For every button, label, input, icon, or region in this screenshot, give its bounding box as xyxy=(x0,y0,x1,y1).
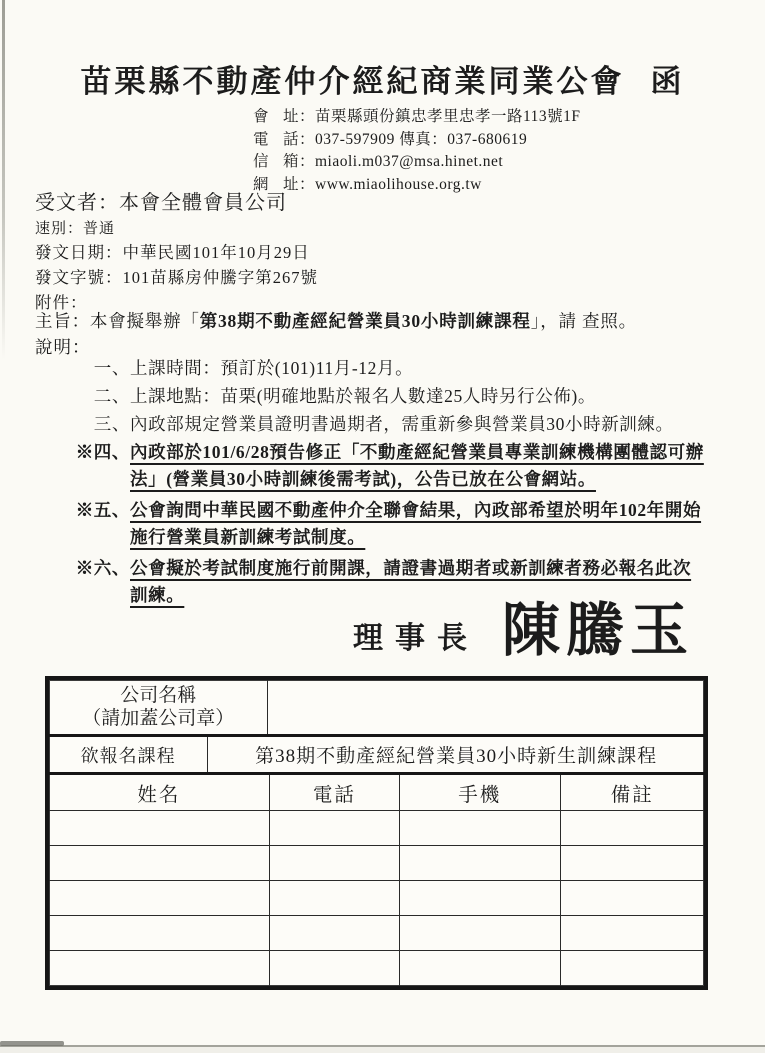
form-cell xyxy=(49,811,270,846)
form-row xyxy=(49,881,704,916)
doc-number-line: 發文字號：101苗縣房仲騰字第267號 xyxy=(35,268,318,287)
issue-date-line: 發文日期：中華民國101年10月29日 xyxy=(35,243,310,262)
form-cell xyxy=(561,881,704,916)
form-cell xyxy=(49,916,270,951)
attachment-line: 附件： xyxy=(35,293,88,312)
company-stamp-note: （請加蓋公司章） xyxy=(82,708,235,729)
scan-smudge xyxy=(0,1041,64,1046)
item-text: 公會詢問中華民國不動產仲介全聯會結果，內政部希望於明年102年開始施行營業員新訓練考試制度。 xyxy=(130,500,702,547)
item-text: 內政部於101/6/28預告修正「不動產經紀營業員專業訓練機構團體認可辦法」(營業員30小時訓練後需考試)，公告已放在公會網站。 xyxy=(130,442,704,489)
company-name-row xyxy=(49,680,704,737)
form-header-row xyxy=(49,775,704,811)
item-marker: ※五、 xyxy=(75,500,130,520)
explanation-item-1 xyxy=(35,355,707,382)
form-cell xyxy=(561,846,704,881)
subject-line xyxy=(35,308,637,333)
form-cell xyxy=(561,951,704,986)
document-title xyxy=(0,56,765,101)
item-marker: 一、 xyxy=(93,358,130,378)
item-marker: ※四、 xyxy=(75,442,130,462)
course-row xyxy=(49,737,704,775)
company-name-label-cell xyxy=(49,680,268,734)
form-cell xyxy=(270,881,400,916)
speed-line: 速別：普通 xyxy=(35,221,116,237)
item-marker: 三、 xyxy=(93,414,130,434)
form-cell xyxy=(561,916,704,951)
item-marker: 二、 xyxy=(93,386,130,406)
contact-address-line xyxy=(253,106,581,129)
item-text: 上課時間：預訂於(101)11月-12月。 xyxy=(130,358,414,378)
item-marker: ※六、 xyxy=(75,558,130,578)
chairman-name: 陳騰玉 xyxy=(502,598,695,663)
item-text: 公會擬於考試制度施行前開課，請證書過期者或新訓練者務必報名此次訓練。 xyxy=(130,558,692,605)
contact-address-value: ：苗栗縣頭份鎮忠孝里忠孝一路113號1F xyxy=(299,108,581,125)
item-text: 內政部規定營業員證明書過期者，需重新參與營業員30小時新訓練。 xyxy=(130,414,674,434)
explanation-item-4 xyxy=(35,439,707,493)
column-header-mobile: 手機 xyxy=(400,775,560,811)
explanation-label: 說明： xyxy=(35,337,91,357)
course-label-cell: 欲報名課程 xyxy=(49,737,208,772)
explanation-item-2 xyxy=(35,383,707,410)
form-cell xyxy=(270,846,400,881)
scan-edge-left xyxy=(2,0,5,360)
explanation-item-3 xyxy=(35,411,707,438)
form-cell xyxy=(400,811,560,846)
contact-phone-value: ：037-597909 傳真：037-680619 xyxy=(299,130,528,148)
form-cell xyxy=(270,916,400,951)
form-cell xyxy=(49,951,270,986)
document-type-label: 函 xyxy=(650,64,685,99)
contact-email-line xyxy=(253,151,581,174)
company-name-input-cell xyxy=(268,680,704,734)
form-cell xyxy=(400,881,560,916)
form-row xyxy=(49,951,704,986)
form-cell xyxy=(49,846,270,881)
contact-website-label: 網 址 xyxy=(253,175,299,193)
course-value-cell: 第38期不動產經紀營業員30小時新生訓練課程 xyxy=(255,746,658,767)
subject-prefix: 主旨：本會擬舉辦「 xyxy=(35,311,200,331)
recipient-line: 受文者：本會全體會員公司 xyxy=(35,192,287,214)
form-cell xyxy=(400,916,560,951)
form-cell xyxy=(49,881,270,916)
contact-email-value: ：miaoli.m037@msa.hinet.net xyxy=(299,153,504,170)
form-row xyxy=(49,916,704,951)
form-cell xyxy=(270,811,400,846)
chairman-title: 理事長 xyxy=(353,622,479,655)
company-name-label: 公司名稱 xyxy=(120,685,197,706)
item-text: 上課地點：苗栗(明確地點於報名人數達25人時另行公佈)。 xyxy=(130,386,596,406)
contact-address-label: 會 址 xyxy=(253,108,299,125)
column-header-note: 備註 xyxy=(561,775,704,811)
organization-name: 苗栗縣不動產仲介經紀商業同業公會 xyxy=(80,64,625,99)
column-header-phone: 電話 xyxy=(270,775,400,811)
explanation-list xyxy=(35,355,707,613)
column-header-name: 姓名 xyxy=(49,775,270,811)
registration-form xyxy=(45,676,708,990)
form-cell xyxy=(561,811,704,846)
contact-email-label: 信 箱 xyxy=(253,153,299,170)
form-cell xyxy=(270,951,400,986)
form-cell xyxy=(400,846,560,881)
subject-course-name: 第38期不動產經紀營業員30小時訓練課程 xyxy=(199,311,531,331)
form-row xyxy=(49,811,704,846)
form-row xyxy=(49,846,704,881)
contact-website-line xyxy=(253,174,581,197)
contact-website-value: ：www.miaolihouse.org.tw xyxy=(299,175,482,193)
scan-edge-bottom-strip xyxy=(0,1047,765,1053)
contact-phone-label: 電 話 xyxy=(253,130,299,148)
explanation-item-5 xyxy=(35,497,707,551)
contact-block xyxy=(253,106,581,196)
contact-phone-line xyxy=(253,129,581,152)
subject-suffix: 」，請 查照。 xyxy=(530,311,637,331)
form-cell xyxy=(400,951,560,986)
